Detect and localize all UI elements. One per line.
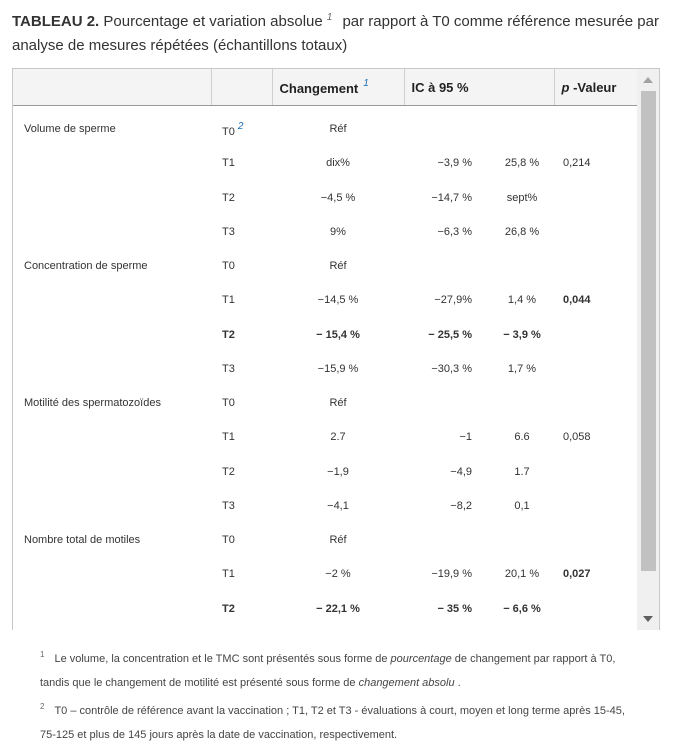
p-value-cell [554, 215, 637, 249]
footnote-1-em-pourcentage: pourcentage [390, 653, 452, 665]
footnote-1-text-b: de changement par rapport à T0, tandis que le changement de motilité est présenté sous forme de [40, 653, 616, 689]
change-cell: Réf [329, 397, 347, 410]
variable-cell [13, 215, 211, 249]
t0-footnote-ref[interactable]: 2 [237, 120, 244, 132]
ci-high-cell [490, 386, 554, 420]
ci-low-cell [404, 249, 490, 283]
footnote-1-text-c: . [454, 677, 461, 689]
ci-low-cell: −27,9% [434, 294, 472, 307]
table-row [13, 523, 637, 557]
header-time [211, 69, 272, 106]
table-row [13, 181, 637, 215]
time-cell: T2 [222, 191, 235, 204]
change-cell: Réf [329, 260, 347, 273]
change-cell: −2 % [325, 568, 351, 581]
table-row [13, 318, 637, 352]
table-row [13, 106, 637, 147]
scroll-down-arrow-icon[interactable] [643, 616, 653, 622]
ci-low-cell: −4,9 [450, 465, 472, 478]
vertical-scrollbar[interactable] [637, 69, 659, 630]
p-value-cell [554, 523, 637, 557]
p-value-cell: 0,027 [563, 568, 591, 581]
p-value-cell [554, 455, 637, 489]
time-cell: T0 [222, 397, 235, 410]
variable-cell [13, 146, 211, 180]
table-row [13, 283, 637, 317]
table-body [13, 106, 637, 626]
ci-low-cell: − 35 % [437, 602, 472, 615]
ci-high-cell: 26,8 % [504, 225, 540, 238]
time-cell-label: T0 [222, 125, 235, 138]
change-cell: −4,1 [327, 499, 349, 512]
caption-footnote-ref[interactable]: 1 [326, 12, 333, 23]
header-changement-footnote-ref[interactable]: 1 [363, 78, 369, 89]
time-cell: T2 [222, 602, 235, 615]
time-cell: T1 [222, 431, 235, 444]
ci-low-cell [404, 523, 490, 557]
change-cell: −14,5 % [317, 294, 359, 307]
time-cell: T2 [222, 465, 235, 478]
time-cell [211, 106, 272, 147]
p-value-cell [554, 181, 637, 215]
ci-high-cell [490, 523, 554, 557]
variable-cell [13, 181, 211, 215]
header-p-italic: p [561, 79, 570, 95]
scroll-up-arrow-icon[interactable] [643, 77, 653, 83]
header-variable [13, 69, 211, 106]
change-cell: dix% [326, 157, 350, 170]
time-cell: T2 [222, 328, 235, 341]
p-value-cell [554, 249, 637, 283]
footnote-2-marker: 2 [40, 702, 45, 711]
change-cell: −4,5 % [320, 191, 356, 204]
variable-cell [13, 283, 211, 317]
time-cell: T1 [222, 294, 235, 307]
caption-label: TABLEAU 2. [12, 13, 100, 30]
time-cell: T1 [222, 157, 235, 170]
variable-cell: Concentration de sperme [24, 260, 148, 273]
variable-cell: Volume de sperme [24, 123, 116, 136]
table-row [13, 420, 637, 454]
ci-high-cell: 20,1 % [504, 568, 540, 581]
table-row [13, 557, 637, 591]
ci-high-cell [490, 106, 554, 147]
p-value-cell [554, 489, 637, 523]
ci-low-cell: −30,3 % [431, 362, 472, 375]
header-changement-label: Changement [279, 81, 359, 96]
footnote-1-em-absolu: changement absolu [358, 677, 455, 689]
ci-high-cell: 0,1 [514, 499, 530, 512]
variable-cell: Motilité des spermatozoïdes [24, 397, 161, 410]
table-row [13, 489, 637, 523]
table-scroll-container[interactable] [12, 68, 660, 630]
table-row [13, 146, 637, 180]
ci-high-cell: − 3,9 % [503, 328, 541, 341]
table-row [13, 592, 637, 626]
change-cell: Réf [329, 123, 347, 136]
table-row [13, 386, 637, 420]
time-cell: T3 [222, 362, 235, 375]
variable-cell [13, 489, 211, 523]
footnote-1-text-a: Le volume, la concentration et le TMC sont présentés sous forme de [54, 653, 391, 665]
table-footnotes [40, 643, 640, 747]
variable-cell [13, 318, 211, 352]
header-changement [272, 69, 404, 106]
table-row [13, 455, 637, 489]
time-cell: T3 [222, 225, 235, 238]
ci-low-cell: −6,3 % [437, 225, 472, 238]
change-cell: 9% [330, 225, 346, 238]
ci-low-cell: −19,9 % [431, 568, 472, 581]
time-cell: T3 [222, 499, 235, 512]
change-cell: −15,9 % [317, 362, 359, 375]
footnote-2 [40, 695, 640, 747]
table-header-row [13, 69, 637, 106]
p-value-cell [554, 386, 637, 420]
header-p-value [554, 69, 637, 106]
table-row [13, 352, 637, 386]
ci-low-cell: −8,2 [450, 499, 472, 512]
table-row [13, 215, 637, 249]
change-cell: −1,9 [327, 465, 349, 478]
change-cell: 2.7 [330, 431, 346, 444]
ci-low-cell: −14,7 % [431, 191, 472, 204]
time-cell: T0 [222, 534, 235, 547]
change-cell: Réf [329, 534, 347, 547]
p-value-cell [554, 592, 637, 626]
ci-high-cell: 6.6 [514, 431, 530, 444]
ci-low-cell: − 25,5 % [428, 328, 472, 341]
time-cell: T0 [222, 260, 235, 273]
table-row [13, 249, 637, 283]
variable-cell [13, 455, 211, 489]
ci-low-cell: −1 [459, 431, 472, 444]
p-value-cell [554, 106, 637, 147]
p-value-cell: 0,044 [563, 294, 591, 307]
ci-low-cell [404, 106, 490, 147]
variable-cell [13, 352, 211, 386]
ci-high-cell: sept% [506, 191, 538, 204]
footnote-1 [40, 643, 640, 695]
ci-high-cell: 25,8 % [504, 157, 540, 170]
ci-high-cell: 1,4 % [507, 294, 537, 307]
variable-cell [13, 557, 211, 591]
results-table [13, 69, 637, 626]
variable-cell: Nombre total de motiles [24, 534, 141, 547]
caption-text-before: Pourcentage et variation absolue [99, 13, 323, 30]
change-cell: − 22,1 % [316, 602, 360, 615]
p-value-cell [554, 352, 637, 386]
ci-low-cell [404, 386, 490, 420]
time-cell: T1 [222, 568, 235, 581]
p-value-cell [554, 318, 637, 352]
variable-cell [13, 420, 211, 454]
ci-high-cell [490, 249, 554, 283]
ci-high-cell: 1.7 [514, 465, 530, 478]
footnote-2-text: T0 – contrôle de référence avant la vaccination ; T1, T2 et T3 - évaluations à court, moyen et long terme après 15-45, 75-125 et plus de 145 jours après la date de vaccination, respectivement. [40, 705, 625, 741]
ci-high-cell: − 6,6 % [503, 602, 541, 615]
header-p-rest: -Valeur [569, 79, 617, 95]
variable-cell [13, 592, 211, 626]
header-ic: IC à 95 % [404, 69, 554, 106]
caption-text-after: par rapport à T0 comme référence mesurée par analyse de mesures répétées (échantillons totaux) [12, 13, 659, 54]
ci-high-cell: 1,7 % [507, 362, 537, 375]
p-value-cell: 0,058 [563, 431, 591, 444]
table-caption [12, 6, 667, 58]
change-cell: − 15,4 % [316, 328, 360, 341]
footnote-1-marker: 1 [40, 650, 45, 659]
scrollbar-thumb[interactable] [641, 91, 656, 571]
ci-low-cell: −3,9 % [437, 157, 472, 170]
p-value-cell: 0,214 [563, 157, 591, 170]
